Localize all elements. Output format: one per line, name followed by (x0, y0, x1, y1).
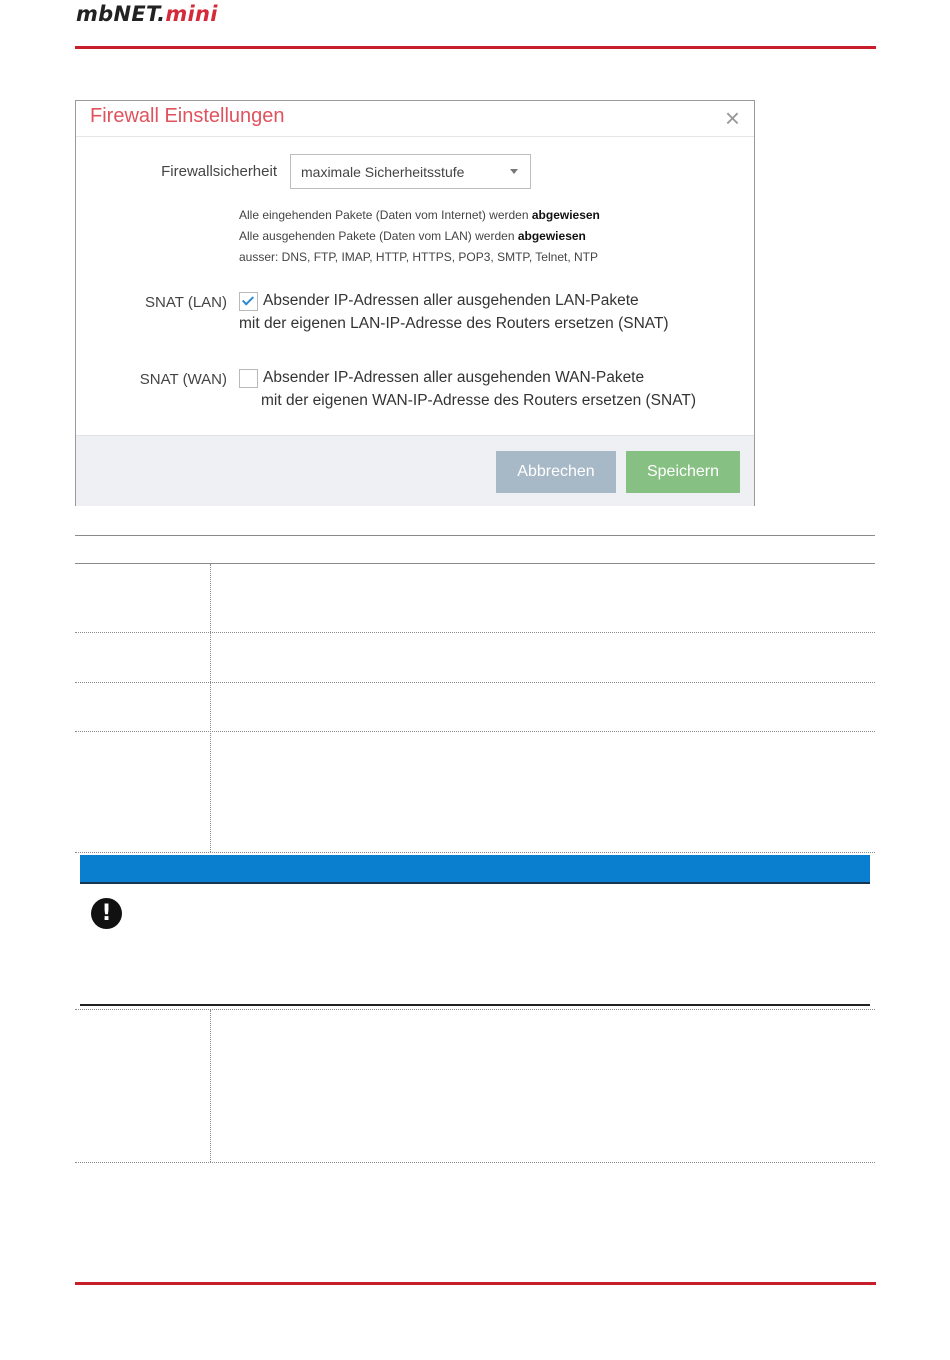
dialog-title-divider (76, 136, 754, 137)
snat-lan-checkbox[interactable] (239, 292, 258, 311)
snat-lan-label: SNAT (LAN) (145, 294, 227, 311)
note-header-bar (80, 855, 870, 882)
snat-lan-description-line2: mit der eigenen LAN-IP-Adresse des Routers ersetzen (SNAT) (239, 315, 669, 332)
save-button[interactable]: Speichern (626, 451, 740, 493)
table-top-rule (75, 535, 875, 536)
table-header-rule (75, 563, 875, 564)
snat-wan-description-line1: Absender IP-Adressen aller ausgehenden WAN-Pakete (263, 369, 645, 386)
dialog-footer (76, 435, 754, 506)
footer-divider (75, 1282, 876, 1285)
chevron-down-icon (510, 169, 518, 174)
snat-wan-description-line2: mit der eigenen WAN-IP-Adresse des Routers ersetzen (SNAT) (261, 392, 697, 409)
table-row-divider (75, 1009, 875, 1010)
note-end-rule (80, 1004, 870, 1006)
info-outgoing-text: Alle ausgehenden Pakete (Daten vom LAN) werden (239, 229, 518, 243)
brand-logo (76, 2, 218, 26)
snat-lan-description-line1: Absender IP-Adressen aller ausgehenden LAN-Pakete (263, 292, 639, 309)
close-icon[interactable]: × (724, 103, 740, 133)
header-divider (75, 46, 876, 49)
brand-logo-suffix: mini (165, 2, 218, 26)
table-row-divider (75, 1162, 875, 1163)
table-row-divider (75, 632, 875, 633)
info-incoming-text: Alle eingehenden Pakete (Daten vom Internet) werden (239, 208, 532, 222)
checkmark-icon (242, 293, 254, 305)
note-header-underline (80, 882, 870, 884)
firewall-security-label: Firewallsicherheit (161, 163, 277, 180)
cancel-button[interactable]: Abbrechen (496, 451, 616, 493)
info-incoming-bold: abgewiesen (531, 208, 600, 222)
dialog-title: Firewall Einstellungen (90, 105, 285, 127)
table-row-divider (75, 682, 875, 683)
brand-logo-main: mbNET. (76, 2, 166, 26)
firewall-security-select[interactable] (290, 154, 531, 189)
firewall-settings-dialog (75, 100, 755, 506)
exclamation-icon: ! (91, 898, 122, 929)
table-row-divider (75, 852, 875, 853)
info-outgoing-bold: abgewiesen (517, 229, 586, 243)
firewall-security-value: maximale Sicherheitsstufe (301, 164, 465, 180)
info-exceptions: ausser: DNS, FTP, IMAP, HTTP, HTTPS, POP3, SMTP, Telnet, NTP (239, 250, 598, 264)
snat-wan-checkbox[interactable] (239, 369, 258, 388)
snat-wan-label: SNAT (WAN) (139, 371, 227, 388)
info-incoming (239, 208, 600, 222)
table-column-divider (210, 564, 211, 852)
info-outgoing (239, 229, 586, 243)
table-column-divider (210, 1010, 211, 1162)
table-row-divider (75, 731, 875, 732)
